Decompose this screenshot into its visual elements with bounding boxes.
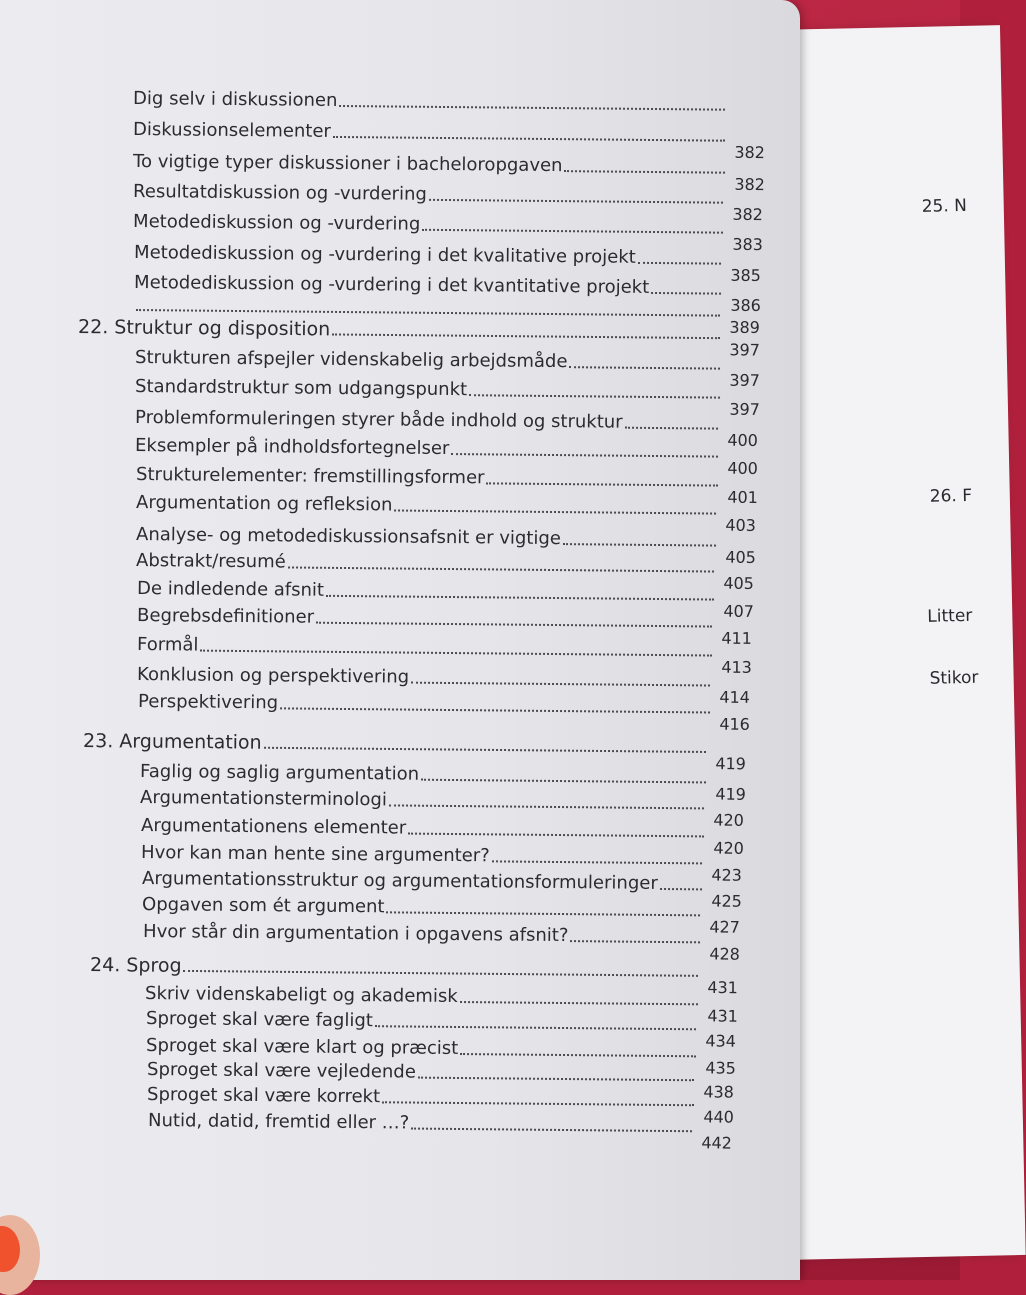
toc-dot-leader xyxy=(564,169,725,174)
toc-entry-title: Argumentation og refleksion xyxy=(136,492,393,516)
toc-entry-title: Opgaven som ét argument xyxy=(142,894,385,918)
toc-page-number: 386 xyxy=(725,296,761,316)
toc-row xyxy=(135,343,760,375)
toc-dot-leader xyxy=(184,969,699,977)
toc-row xyxy=(140,783,744,815)
toc-dot-leader xyxy=(386,910,700,916)
toc-entry-title: Diskussionselementer xyxy=(133,119,331,143)
toc-page-number: 405 xyxy=(720,548,756,568)
toc-dot-leader xyxy=(421,778,706,784)
toc-entry-title: Nutid, datid, fremtid eller …? xyxy=(148,1110,409,1135)
toc-entry-title: Argumentationens elementer xyxy=(141,815,406,840)
toc-dot-leader xyxy=(469,393,720,398)
toc-chapter-row xyxy=(83,726,746,758)
toc-dot-leader xyxy=(408,832,704,838)
toc-dot-leader xyxy=(332,332,720,339)
toc-dot-leader xyxy=(492,859,702,864)
toc-page-number: 389 xyxy=(724,318,760,338)
toc-page-number: 440 xyxy=(698,1107,734,1127)
toc-row xyxy=(135,403,758,435)
toc-chapter-row xyxy=(90,950,738,982)
toc-entry-title: Resultatdiskussion og -vurdering xyxy=(133,181,427,206)
toc-page-number: 405 xyxy=(718,574,754,594)
toc-page-number: 435 xyxy=(700,1058,736,1078)
toc-dot-leader xyxy=(563,542,716,546)
toc-entry-title: Metodediskussion og -vurdering i det kvalitative projekt xyxy=(134,242,636,269)
toc-entry-title: Standardstruktur som udgangspunkt xyxy=(135,376,467,401)
right-page-entry: Litter xyxy=(927,606,972,627)
toc-page-number: 425 xyxy=(706,891,742,911)
toc-page-number: 397 xyxy=(724,371,760,391)
toc-row xyxy=(136,546,754,578)
toc-page-number: 434 xyxy=(700,1031,736,1051)
toc-dot-leader xyxy=(625,426,718,430)
toc-row xyxy=(133,147,765,179)
toc-row xyxy=(136,460,758,492)
toc-dot-leader xyxy=(411,681,710,687)
toc-entry-title: Faglig og saglig argumentation xyxy=(140,761,419,786)
toc-dot-leader xyxy=(264,746,706,753)
toc-row xyxy=(137,630,752,662)
toc-dot-leader xyxy=(486,481,718,486)
toc-dot-leader xyxy=(280,706,710,713)
toc-dot-leader xyxy=(382,1100,694,1106)
toc-entry-title: Perspektivering xyxy=(138,691,278,714)
toc-entry-title: Eksempler på indholdsfortegnelser xyxy=(135,435,449,460)
toc-row xyxy=(138,687,750,719)
toc-page-number: 423 xyxy=(706,865,742,885)
toc-page-number: 438 xyxy=(698,1082,734,1102)
toc-page-number: 385 xyxy=(725,266,761,286)
toc-entry-title: Formål xyxy=(137,634,199,657)
toc-row xyxy=(143,917,740,949)
toc-entry-title: Sproget skal være vejledende xyxy=(147,1059,416,1084)
toc-page-number: 411 xyxy=(716,629,752,649)
toc-page-number: 428 xyxy=(704,944,740,964)
toc-page-number: 420 xyxy=(708,810,744,830)
toc-entry-title: Hvor står din argumentation i opgavens afsnit? xyxy=(143,921,569,947)
toc-entry-title: Skriv videnskabeligt og akademisk xyxy=(145,983,458,1008)
toc-dot-leader xyxy=(570,939,700,943)
toc-page-number: 431 xyxy=(702,978,738,998)
right-page xyxy=(770,25,1026,1260)
toc-row xyxy=(135,431,758,463)
toc-entry-title: Sproget skal være fagligt xyxy=(146,1008,373,1032)
toc-entry-title: Hvor kan man hente sine argumenter? xyxy=(141,842,490,867)
toc-entry-title: Argumentationsstruktur og argumentationsformuleringer xyxy=(142,868,658,895)
toc-row xyxy=(134,238,761,270)
toc-dot-leader xyxy=(288,565,714,572)
toc-page-number: 397 xyxy=(724,400,760,420)
toc-entry-title: Metodediskussion og -vurdering i det kvantitative projekt xyxy=(134,272,649,299)
toc-row xyxy=(136,488,756,520)
toc-chapter-title: 22. Struktur og disposition xyxy=(78,316,330,340)
toc-page-number: 427 xyxy=(704,917,740,937)
toc-dot-leader xyxy=(394,508,716,514)
toc-row xyxy=(137,601,752,633)
toc-row xyxy=(135,372,760,404)
toc-dot-leader xyxy=(429,198,723,204)
toc-page-number: 407 xyxy=(718,602,754,622)
right-page-entry: Stikor xyxy=(929,668,978,689)
right-page-entry: 25. N xyxy=(922,196,968,217)
toc-page-number: 419 xyxy=(710,784,746,804)
toc-entry-title: De indledende afsnit xyxy=(137,578,324,602)
toc-row xyxy=(133,207,763,239)
toc-page-number: 413 xyxy=(716,658,752,678)
toc-dot-leader xyxy=(569,365,720,369)
toc-entry-title: Konklusion og perspektivering xyxy=(137,664,409,689)
toc-dot-leader xyxy=(200,649,712,657)
toc-row xyxy=(148,1106,732,1138)
toc-dot-leader xyxy=(339,104,725,111)
toc-dot-leader xyxy=(326,594,714,601)
toc-entry-title: To vigtige typer diskussioner i bacheloropgaven xyxy=(133,151,563,177)
toc-page-number: 382 xyxy=(727,205,763,225)
toc-page-number: 416 xyxy=(714,715,750,735)
toc-entry-title: Begrebsdefinitioner xyxy=(137,605,314,629)
toc-dot-leader xyxy=(389,803,704,809)
toc-row xyxy=(133,84,765,116)
toc-page-number: 400 xyxy=(722,431,758,451)
toc-dot-leader xyxy=(460,1000,698,1005)
toc-page-number: 401 xyxy=(722,488,758,508)
toc-page-number: 383 xyxy=(727,235,763,255)
toc-page-number: 431 xyxy=(702,1006,738,1026)
toc-chapter-title: 23. Argumentation xyxy=(83,730,262,754)
toc-dot-leader xyxy=(375,1024,696,1030)
toc-entry-title: Problemformuleringen styrer både indhold og struktur xyxy=(135,407,623,434)
toc-chapter-title: 24. Sprog xyxy=(90,954,182,977)
toc-row xyxy=(133,115,765,147)
toc-dot-leader xyxy=(411,1127,692,1133)
toc-page-number: 382 xyxy=(729,175,765,195)
toc-dot-leader xyxy=(638,261,721,265)
toc-row xyxy=(133,177,763,209)
toc-dot-leader xyxy=(333,135,725,142)
toc-entry-title: Abstrakt/resumé xyxy=(136,550,286,573)
toc-dot-leader xyxy=(451,452,718,458)
toc-entry-title: Analyse- og metodediskussionsafsnit er vigtige xyxy=(136,524,561,550)
toc-page-number: 397 xyxy=(724,340,760,360)
toc-page-number: 419 xyxy=(710,754,746,774)
toc-page-number: 403 xyxy=(720,516,756,536)
toc-entry-title: Strukturen afspejler videnskabelig arbejdsmåde xyxy=(135,347,568,373)
right-page-entry: 26. F xyxy=(930,486,973,507)
toc-entry-title: Metodediskussion og -vurdering xyxy=(133,211,420,236)
toc-dot-leader xyxy=(422,228,723,234)
toc-page-number: 382 xyxy=(729,143,765,163)
toc-page-number: 442 xyxy=(696,1133,732,1153)
toc-entry-title: Strukturelementer: fremstillingsformer xyxy=(136,464,485,489)
toc-page-number: 414 xyxy=(714,688,750,708)
toc-page-number: 400 xyxy=(722,459,758,479)
toc-page-number: 420 xyxy=(708,838,744,858)
toc-entry-title: Sproget skal være klart og præcist xyxy=(146,1035,458,1060)
toc-entry-title: Sproget skal være korrekt xyxy=(147,1084,380,1108)
toc-dot-leader xyxy=(460,1052,696,1057)
toc-dot-leader xyxy=(418,1076,694,1082)
toc-entry-title: Argumentationsterminologi xyxy=(140,787,387,811)
toc-entry-title: Dig selv i diskussionen xyxy=(133,88,338,112)
toc-chapter-row xyxy=(78,312,760,345)
toc-dot-leader xyxy=(316,621,712,628)
toc-dot-leader xyxy=(660,887,702,890)
